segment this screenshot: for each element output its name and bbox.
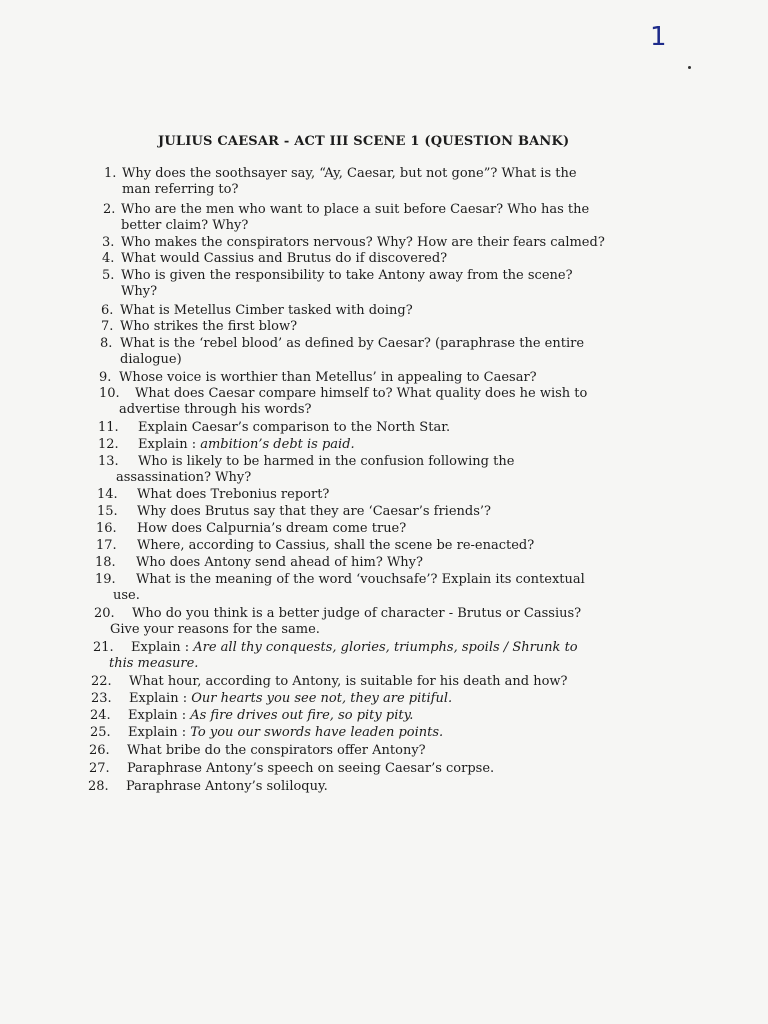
question-number: 14. bbox=[97, 487, 118, 502]
document-title: JULIUS CAESAR - ACT III SCENE 1 (QUESTION BANK) bbox=[158, 134, 570, 149]
question-number: 4. bbox=[102, 251, 115, 266]
question-item bbox=[91, 691, 691, 707]
question-text: advertise through his words? bbox=[119, 402, 312, 417]
question-text: Paraphrase Antony’s soliloquy. bbox=[126, 779, 328, 794]
question-number: 7. bbox=[101, 319, 114, 334]
question-item bbox=[104, 166, 704, 198]
question-text: Who are the men who want to place a suit before Caesar? Who has the bbox=[121, 202, 590, 217]
explain-lead: Explain : bbox=[138, 437, 201, 452]
quotation: To you our swords have leaden points. bbox=[190, 725, 444, 740]
question-number: 13. bbox=[98, 454, 119, 469]
question-text: What hour, according to Antony, is suitable for his death and how? bbox=[129, 674, 568, 689]
question-item bbox=[101, 319, 701, 335]
question-text: dialogue) bbox=[120, 352, 182, 367]
question-text: Give your reasons for the same. bbox=[110, 622, 320, 637]
question-text: What bribe do the conspirators offer Antony? bbox=[127, 743, 426, 758]
question-item bbox=[95, 572, 695, 604]
question-number: 2. bbox=[103, 202, 116, 217]
question-text: What would Cassius and Brutus do if discovered? bbox=[121, 251, 448, 266]
quotation: As fire drives out fire, so pity pity. bbox=[190, 708, 414, 723]
question-text: Who makes the conspirators nervous? Why? How are their fears calmed? bbox=[121, 235, 605, 250]
question-number: 9. bbox=[99, 370, 112, 385]
question-item bbox=[96, 521, 696, 537]
question-number: 23. bbox=[91, 691, 112, 706]
question-item bbox=[101, 303, 701, 319]
quotation: Are all thy conquests, glories, triumphs, spoils / Shrunk to bbox=[193, 640, 578, 655]
question-item bbox=[88, 779, 688, 795]
question-number: 10. bbox=[99, 386, 120, 401]
page-number: 1 bbox=[650, 22, 667, 52]
question-item bbox=[102, 268, 702, 300]
question-text: Why? bbox=[121, 284, 158, 299]
question-number: 16. bbox=[96, 521, 117, 536]
question-number: 5. bbox=[102, 268, 115, 283]
question-item bbox=[102, 235, 702, 251]
question-text: man referring to? bbox=[122, 182, 239, 197]
question-number: 27. bbox=[89, 761, 110, 776]
question-item bbox=[99, 386, 699, 418]
question-number: 20. bbox=[94, 606, 115, 621]
question-item bbox=[90, 725, 690, 741]
question-item bbox=[94, 606, 694, 638]
question-item bbox=[102, 251, 702, 267]
question-text: How does Calpurnia’s dream come true? bbox=[137, 521, 407, 536]
question-number: 17. bbox=[96, 538, 117, 553]
explain-lead: Explain : bbox=[128, 708, 191, 723]
question-number: 12. bbox=[98, 437, 119, 452]
question-text: What does Caesar compare himself to? What quality does he wish to bbox=[135, 386, 588, 401]
question-item bbox=[97, 487, 697, 503]
question-number: 26. bbox=[89, 743, 110, 758]
question-text: Why does the soothsayer say, “Ay, Caesar, but not gone”? What is the bbox=[122, 166, 577, 181]
question-number: 15. bbox=[97, 504, 118, 519]
question-item bbox=[96, 538, 696, 554]
question-text: What does Trebonius report? bbox=[137, 487, 330, 502]
question-item bbox=[93, 640, 693, 672]
question-number: 11. bbox=[98, 420, 119, 435]
question-item bbox=[100, 336, 700, 368]
question-text: Who is likely to be harmed in the confusion following the bbox=[138, 454, 515, 469]
explain-lead: Explain : bbox=[131, 640, 194, 655]
question-text: What is the ‘rebel blood’ as defined by Caesar? (paraphrase the entire bbox=[120, 336, 585, 351]
question-text: better claim? Why? bbox=[121, 218, 249, 233]
question-text: Why does Brutus say that they are ‘Caesar’s friends’? bbox=[137, 504, 491, 519]
question-text: Paraphrase Antony’s speech on seeing Caesar’s corpse. bbox=[127, 761, 495, 776]
question-item bbox=[98, 437, 698, 453]
question-item bbox=[91, 674, 691, 690]
quotation-continued: this measure. bbox=[109, 656, 199, 671]
question-number: 1. bbox=[104, 166, 117, 181]
question-number: 28. bbox=[88, 779, 109, 794]
question-item bbox=[103, 202, 703, 234]
quotation: ambition’s debt is paid. bbox=[200, 437, 355, 452]
question-text: Where, according to Cassius, shall the scene be re-enacted? bbox=[137, 538, 535, 553]
question-text: assassination? Why? bbox=[116, 470, 252, 485]
question-text: What is Metellus Cimber tasked with doing? bbox=[120, 303, 413, 318]
question-text: use. bbox=[113, 588, 140, 603]
question-number: 18. bbox=[95, 555, 116, 570]
quotation: Our hearts you see not, they are pitiful. bbox=[191, 691, 453, 706]
question-text: Who is given the responsibility to take Antony away from the scene? bbox=[121, 268, 573, 283]
question-number: 24. bbox=[90, 708, 111, 723]
question-text: What is the meaning of the word ‘vouchsafe’? Explain its contextual bbox=[136, 572, 585, 587]
question-number: 3. bbox=[102, 235, 115, 250]
question-item bbox=[98, 454, 698, 486]
explain-lead: Explain : bbox=[129, 691, 192, 706]
question-item bbox=[98, 420, 698, 436]
question-text: Whose voice is worthier than Metellus’ in appealing to Caesar? bbox=[119, 370, 537, 385]
question-item bbox=[90, 708, 690, 724]
question-item bbox=[99, 370, 699, 386]
question-number: 25. bbox=[90, 725, 111, 740]
question-item bbox=[97, 504, 697, 520]
question-text: Explain Caesar’s comparison to the North Star. bbox=[138, 420, 451, 435]
question-number: 8. bbox=[100, 336, 113, 351]
question-item bbox=[89, 761, 689, 777]
question-text: Who do you think is a better judge of character - Brutus or Cassius? bbox=[132, 606, 582, 621]
question-number: 21. bbox=[93, 640, 114, 655]
question-text: Who does Antony send ahead of him? Why? bbox=[136, 555, 423, 570]
question-item bbox=[95, 555, 695, 571]
question-item bbox=[89, 743, 689, 759]
question-text: Who strikes the first blow? bbox=[120, 319, 298, 334]
question-number: 19. bbox=[95, 572, 116, 587]
question-number: 22. bbox=[91, 674, 112, 689]
question-number: 6. bbox=[101, 303, 114, 318]
explain-lead: Explain : bbox=[128, 725, 191, 740]
